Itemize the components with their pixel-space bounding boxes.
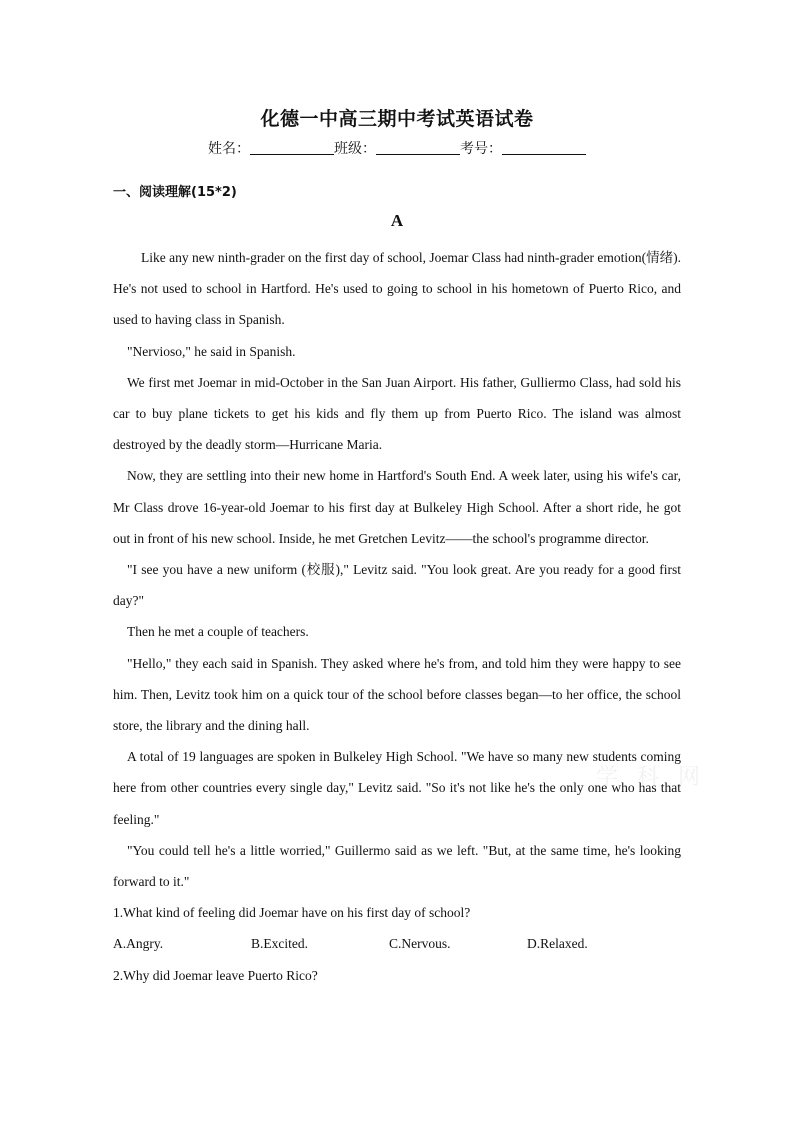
passage-paragraph: "You could tell he's a little worried," Guillermo said as we left. "But, at the same time, he's looking forward to it." <box>113 842 681 890</box>
exam-number-label: 考号： <box>460 141 502 157</box>
option-b[interactable]: B.Excited. <box>251 936 308 952</box>
class-blank[interactable] <box>376 140 460 155</box>
passage-paragraph: "I see you have a new uniform (校服)," Levitz said. "You look great. Are you ready for a good first day?" <box>113 562 681 609</box>
student-info-line <box>0 138 794 158</box>
reading-passage <box>113 242 681 991</box>
watermark: 学 科 网 <box>596 765 706 790</box>
section-heading: 一、阅读理解(15*2) <box>113 185 237 200</box>
passage-paragraph: Like any new ninth-grader on the first day of school, Joemar Class had ninth-grader emotion(情绪). He's not used to school in Hartford. He's used to going to school in his hometown of Puerto Rico, and used to having class in Spanish. <box>113 250 681 328</box>
passage-paragraph: Then he met a couple of teachers. <box>127 624 309 640</box>
class-label: 班级： <box>334 141 376 157</box>
question-stem: 2.Why did Joemar leave Puerto Rico? <box>113 967 318 983</box>
passage-paragraph: Now, they are settling into their new home in Hartford's South End. A week later, using his wife's car, Mr Class drove 16-year-old Joemar to his first day at Bulkeley High School. After a short ride, he got out in front of his new school. Inside, he met Gretchen Levitz——the school's programme director. <box>113 468 681 546</box>
name-label: 姓名： <box>208 141 250 157</box>
passage-paragraph: "Nervioso," he said in Spanish. <box>127 343 296 359</box>
passage-paragraph: A total of 19 languages are spoken in Bulkeley High School. "We have so many new students coming here from other countries every single day," Levitz said. "So it's not like he's the only one who has that feeling." <box>113 749 681 827</box>
name-blank[interactable] <box>250 140 334 155</box>
exam-number-blank[interactable] <box>502 140 586 155</box>
question-stem: 1.What kind of feeling did Joemar have on his first day of school? <box>113 905 471 921</box>
exam-title: 化德一中高三期中考试英语试卷 <box>260 108 534 130</box>
question-options <box>113 928 681 959</box>
option-c[interactable]: C.Nervous. <box>389 936 451 952</box>
passage-label: A <box>390 211 404 230</box>
passage-paragraph: "Hello," they each said in Spanish. They asked where he's from, and told him they were happy to see him. Then, Levitz took him on a quick tour of the school before classes began—to her office, the school store, the library and the dining hall. <box>113 655 681 734</box>
option-d[interactable]: D.Relaxed. <box>527 936 588 952</box>
passage-paragraph: We first met Joemar in mid-October in the San Juan Airport. His father, Gulliermo Class, had sold his car to buy plane tickets to get his kids and fly them up from Puerto Rico. The island was almost destroyed by the deadly storm—Hurricane Maria. <box>113 374 681 453</box>
option-a[interactable]: A.Angry. <box>113 936 164 952</box>
